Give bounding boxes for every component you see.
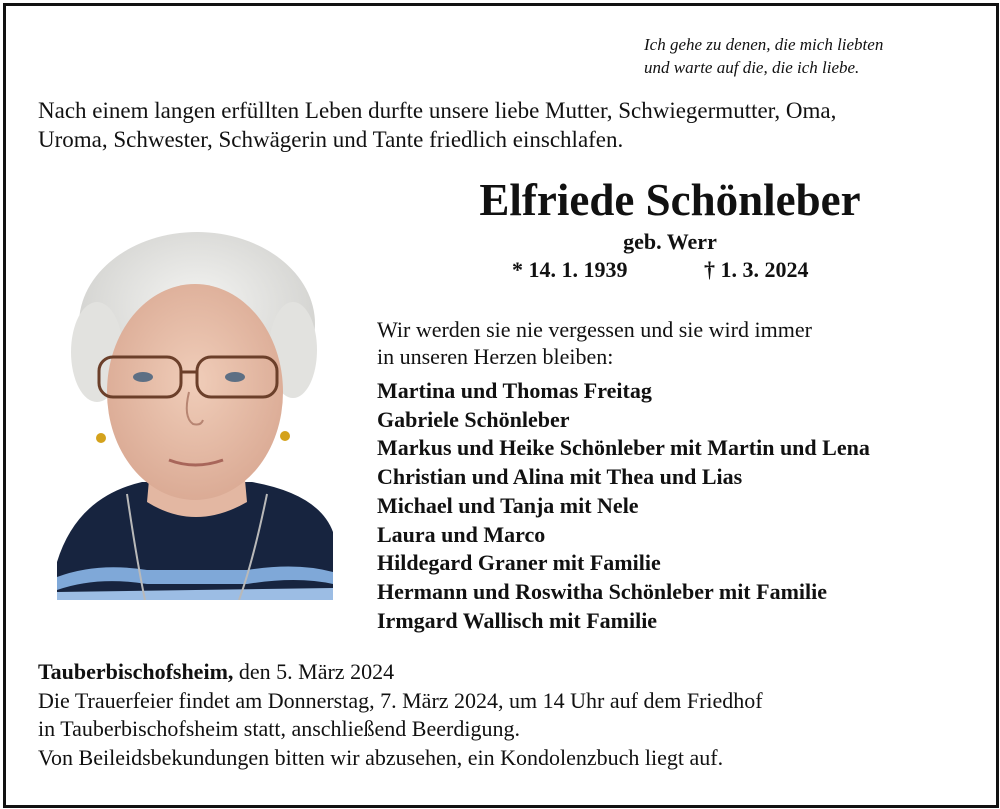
place-name: Tauberbischofsheim, <box>38 659 234 684</box>
intro-text <box>38 96 958 154</box>
mourners-list <box>377 377 987 635</box>
mourner-entry: Laura und Marco <box>377 521 546 547</box>
mourner-entry: Hildegard Graner mit Familie <box>377 550 661 576</box>
birth-date: * 14. 1. 1939 <box>512 257 628 282</box>
ceremony-line: Die Trauerfeier findet am Donnerstag, 7. März 2024, um 14 Uhr auf dem Friedhof <box>38 687 763 713</box>
intro-line-1: Nach einem langen erfüllten Leben durfte unsere liebe Mutter, Schwiegermutter, Oma, <box>38 98 837 123</box>
motto-line-2: und warte auf die, die ich liebe. <box>644 58 860 77</box>
tribute-line-2: in unseren Herzen bleiben: <box>377 344 614 369</box>
motto-quote <box>644 33 964 79</box>
mourner-entry: Gabriele Schönleber <box>377 406 570 432</box>
death-date: † 1. 3. 2024 <box>704 257 809 282</box>
mourner-entry: Michael und Tanja mit Nele <box>377 492 639 518</box>
portrait-illustration <box>57 232 333 600</box>
tribute-line-1: Wir werden sie nie vergessen und sie wird immer <box>377 317 812 342</box>
portrait-photo <box>57 232 333 600</box>
place-date-line <box>38 658 968 687</box>
tribute-text <box>377 316 977 370</box>
maiden-name: geb. Werr <box>623 229 717 254</box>
mourner-entry: Hermann und Roswitha Schönleber mit Familie <box>377 578 828 604</box>
mourner-entry: Markus und Heike Schönleber mit Martin und Lena <box>377 435 870 461</box>
mourner-entry: Christian und Alina mit Thea und Lias <box>377 464 743 490</box>
intro-line-2: Uroma, Schwester, Schwägerin und Tante friedlich einschlafen. <box>38 127 624 152</box>
burial-line: in Tauberbischofsheim statt, anschließend Beerdigung. <box>38 716 520 741</box>
deceased-name: Elfriede Schönleber <box>479 175 861 225</box>
funeral-details <box>38 658 968 772</box>
notice-date: den 5. März 2024 <box>233 659 395 684</box>
motto-line-1: Ich gehe zu denen, die mich liebten <box>644 35 884 54</box>
mourner-entry: Irmgard Wallisch mit Familie <box>377 607 658 633</box>
mourner-entry: Martina und Thomas Freitag <box>377 378 652 403</box>
condolence-line: Von Beileidsbekundungen bitten wir abzusehen, ein Kondolenzbuch liegt auf. <box>38 744 724 770</box>
